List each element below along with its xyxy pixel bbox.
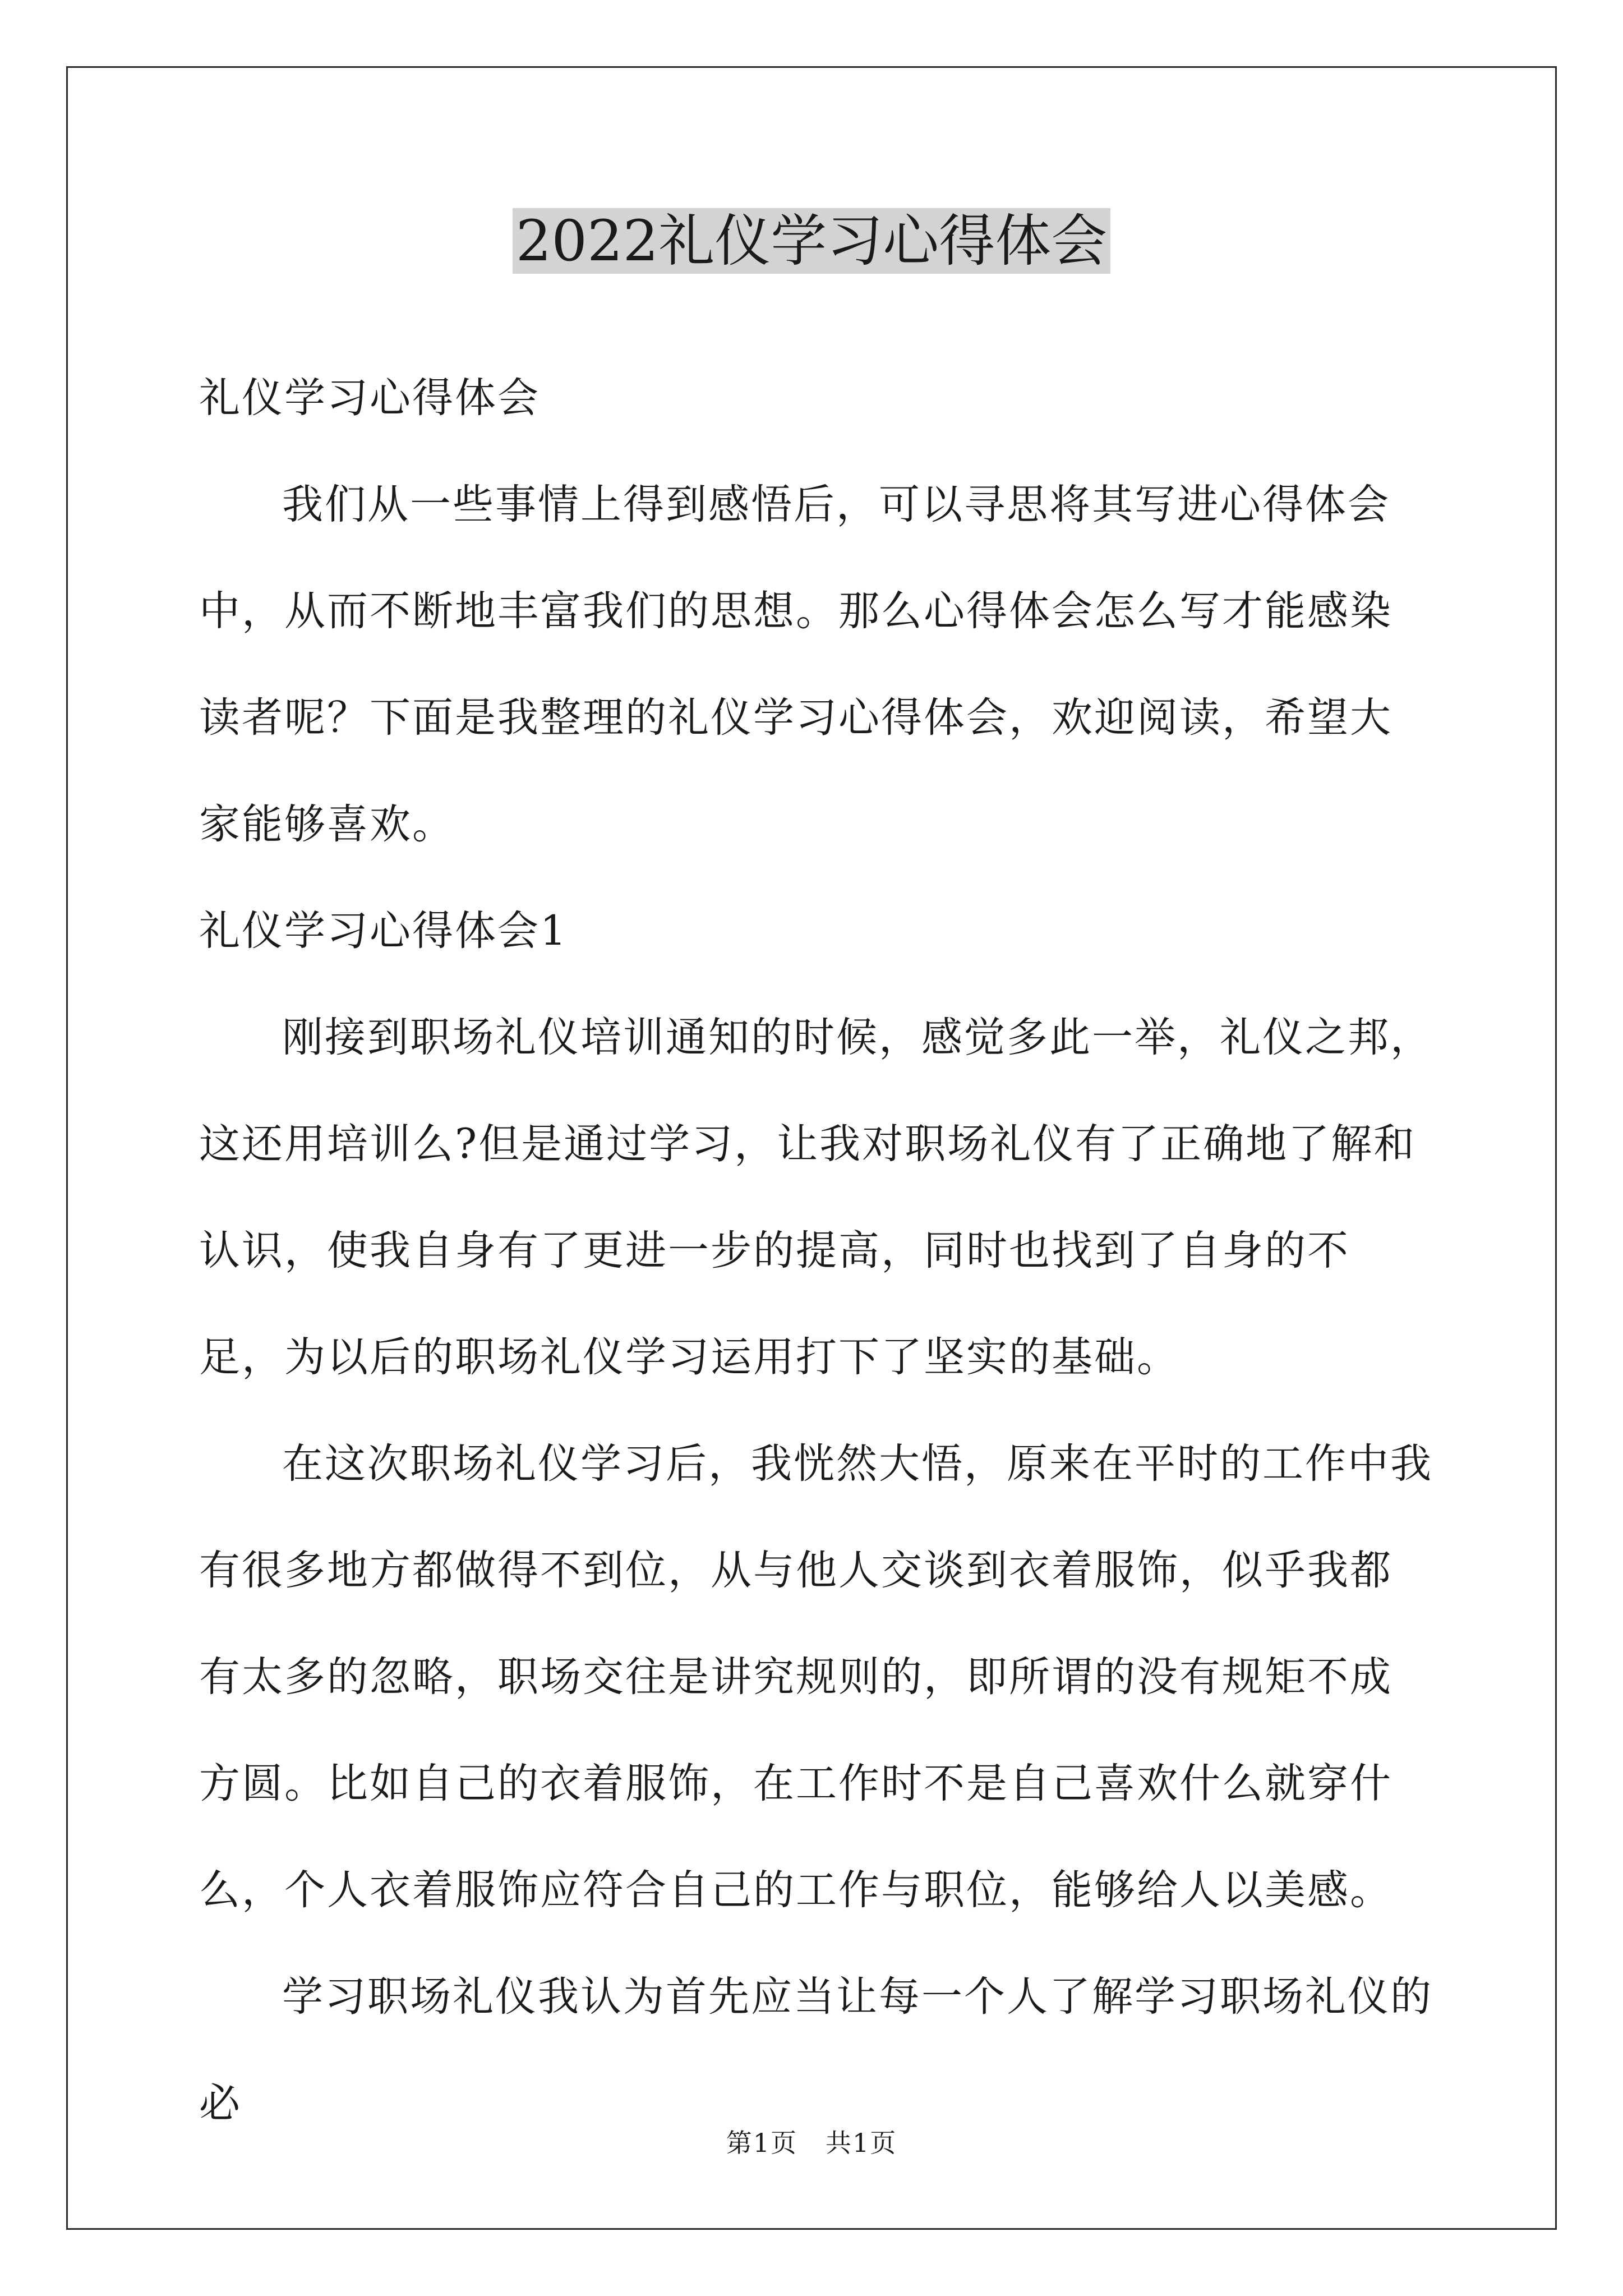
body-paragraph: 刚接到职场礼仪培训通知的时候，感觉多此一举，礼仪之邦，这还用培训么?但是通过学习，让我对职场礼仪有了正确地了解和认识，使我自身有了更进一步的提高，同时也找到了自身的不足，为以后的职场礼仪学习运用打下了坚实的基础。 — [199, 1014, 1433, 1381]
document-title-text: 2022礼仪学习心得体会 — [513, 208, 1111, 274]
page-footer — [0, 2126, 1623, 2160]
body-paragraph: 学习职场礼仪我认为首先应当让每一个人了解学习职场礼仪的必 — [199, 1973, 1433, 2127]
page-total: 共1页 — [826, 2128, 897, 2158]
document-subtitle: 礼仪学习心得体会 — [199, 374, 540, 422]
page-number: 第1页 — [726, 2128, 797, 2158]
intro-paragraph: 我们从一些事情上得到感悟后，可以寻思将其写进心得体会中，从而不断地丰富我们的思想。那么心得体会怎么写才能感染读者呢？下面是我整理的礼仪学习心得体会，欢迎阅读，希望大家能够喜欢。 — [199, 481, 1393, 848]
body-paragraph: 在这次职场礼仪学习后，我恍然大悟，原来在平时的工作中我有很多地方都做得不到位，从与他人交谈到衣着服饰，似乎我都有太多的忽略，职场交往是讲究规则的，即所谓的没有规矩不成方圆。比如自己的衣着服饰，在工作时不是自己喜欢什么就穿什么，个人衣着服饰应符合自己的工作与职位，能够给人以美感。 — [199, 1440, 1433, 1914]
document-title — [0, 202, 1623, 280]
section-heading: 礼仪学习心得体会1 — [199, 907, 568, 955]
